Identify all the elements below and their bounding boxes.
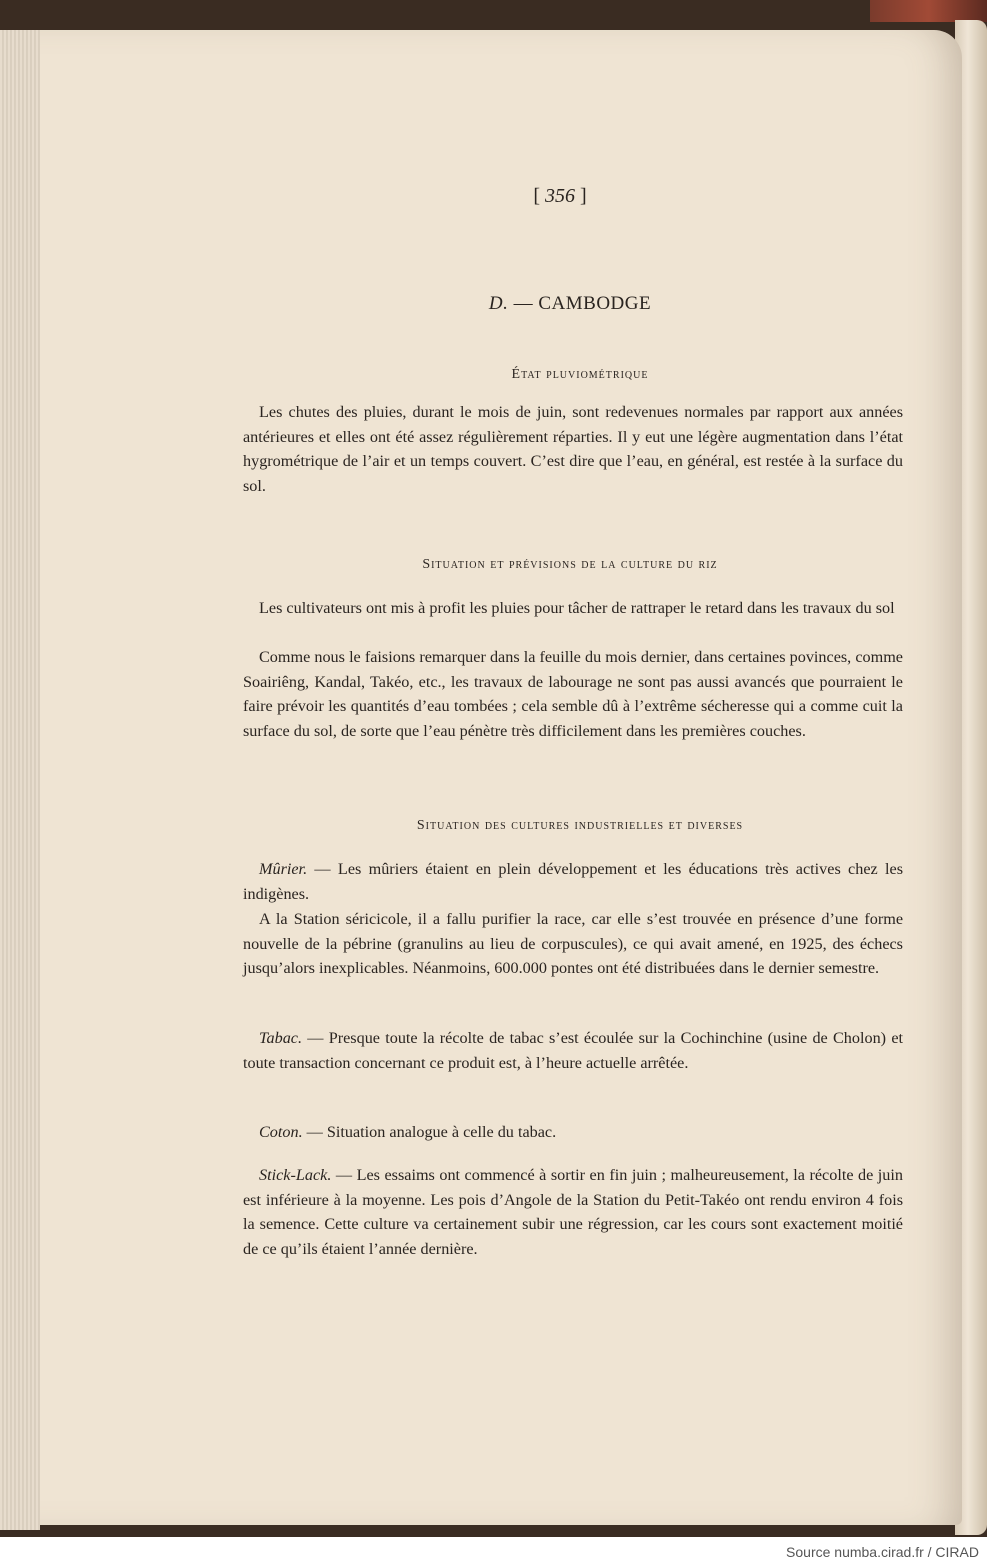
- coton-label: Coton.: [259, 1123, 303, 1141]
- tabac-text: — Presque toute la récolte de tabac s’est écoulée sur la Cochinchine (usine de Cholon) et toute transaction concernant ce produit est, à l’heure actuelle arrêtée.: [243, 1029, 903, 1072]
- stick-lack-label: Stick-Lack.: [259, 1166, 332, 1184]
- paragraph-riz-1: Les cultivateurs ont mis à profit les pluies pour tâcher de rattraper le retard dans les travaux du sol: [259, 599, 895, 617]
- tabac-label: Tabac.: [259, 1029, 303, 1047]
- book-cover-corner: [870, 0, 987, 22]
- title-text: — CAMBODGE: [513, 293, 652, 314]
- paragraph-riz-2: Comme nous le faisions remarquer dans la feuille du mois dernier, dans certaines povinces, comme Soairiêng, Kandal, Takéo, etc., les travaux de labourage ne sont pas aussi avancés que pourraient le faire prévoir les quantités d’eau tombées ; cela semble dû à l’extrême sécheresse qui a comme cuit la surface du sol, de sorte que l’eau pénètre très difficilement dans les premières couches.: [243, 648, 903, 740]
- murier-text: — Les mûriers étaient en plein développement et les éducations très actives chez les indigènes.: [243, 860, 903, 903]
- page-number: [ 356 ]: [533, 185, 587, 207]
- heading-culture-riz: Situation et prévisions de la culture du riz: [422, 557, 718, 572]
- murier-label: Mûrier.: [259, 860, 308, 878]
- paragraph-coton: [243, 1120, 903, 1145]
- heading-etat-pluviometrique: État pluviométrique: [511, 367, 649, 382]
- page-stack-left-edge: [0, 30, 40, 1530]
- paragraph-murier: [243, 857, 903, 906]
- page-title: [420, 293, 720, 315]
- source-credit: Source numba.cirad.fr / CIRAD: [786, 1544, 979, 1560]
- coton-text: — Situation analogue à celle du tabac.: [302, 1123, 557, 1141]
- title-letter: D.: [488, 293, 509, 314]
- paragraph-stick-lack: [243, 1163, 903, 1261]
- stick-lack-text: — Les essaims ont commencé à sortir en fin juin ; malheureusement, la récolte de juin est inférieure à la moyenne. Les pois d’Angole de la Station du Petit-Takéo ont rendu environ 4 fois la semence. Cette culture va certainement subir une régression, car les cours sont exactement moitié de ce qu’ils étaient l’année dernière.: [243, 1166, 903, 1258]
- paragraph-etat: Les chutes des pluies, durant le mois de juin, sont redevenues normales par rapport aux années antérieures et elles ont été assez régulièrement réparties. Il y eut une légère augmentation dans l’état hygrométrique de l’air et un temps couvert. C’est dire que l’eau, en général, est restée à la surface du sol.: [243, 403, 903, 495]
- page-number-value: 356: [545, 185, 575, 207]
- paragraph-station-sericicole: A la Station séricicole, il a fallu purifier la race, car elle s’est trouvée en présence d’une forme nouvelle de la pébrine (granulins au lieu de corpuscules), ce qui avait amené, en 1925, des échecs jusqu’alors inexplicables. Néanmoins, 600.000 pontes ont été distribuées dans le dernier semestre.: [243, 910, 903, 977]
- book-page: [22, 30, 962, 1525]
- paragraph-tabac: [243, 1026, 903, 1075]
- heading-cultures-industrielles: Situation des cultures industrielles et diverses: [416, 818, 744, 833]
